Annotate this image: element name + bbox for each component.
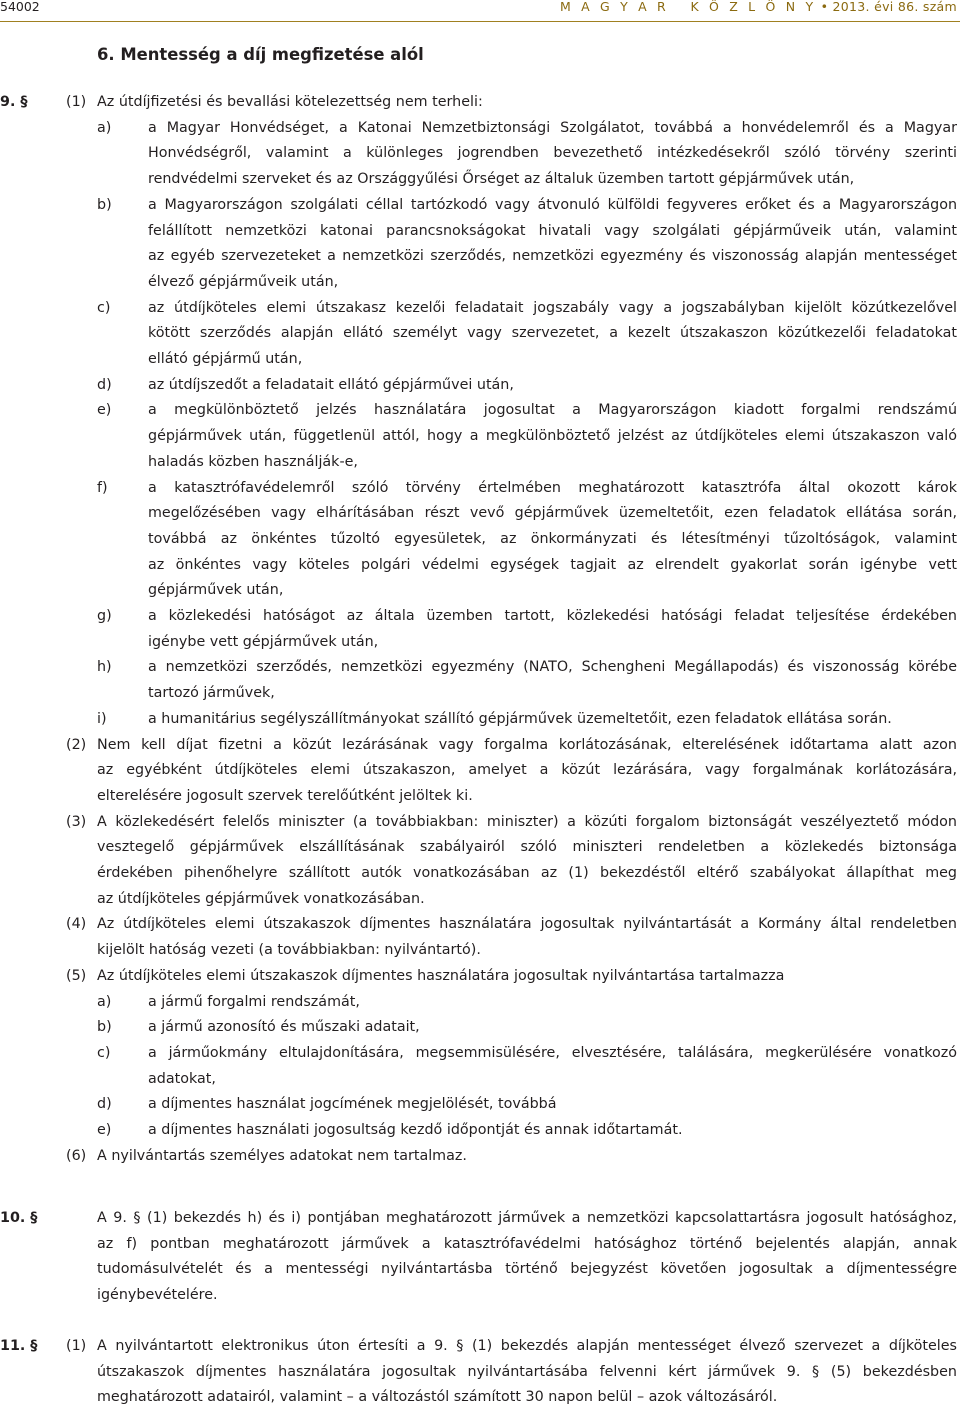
item-text-line: gépjárművek után,	[148, 582, 284, 599]
subsection-text-line: A közlekedésért felelős miniszter (a továbbiakban: miniszter) a közúti forgalom biztonságát veszélyeztető módon	[97, 813, 957, 830]
paragraph-text-line: meghatározott adatairól, valamint – a változástól számított 30 napon belül – azok változásáról.	[97, 1389, 778, 1406]
item-text-line: a megkülönböztető jelzés használatára jogosultat a Magyarországon kiadott forgalmi rendszámú	[148, 402, 957, 419]
page-number: 54002	[0, 0, 40, 14]
subsection-text-line: az egyébként útdíjköteles elemi útszakaszon, amelyet a közút lezárására, vagy forgalmának korlátozására,	[97, 762, 957, 779]
item-text-line: megelőzésében vagy elhárításában részt vevő gépjárművek üzemeltetőit, ezen feladatok ellátása során,	[148, 505, 957, 522]
subsection-number: (1)	[66, 94, 87, 110]
item-text-line: a díjmentes használat jogcímének megjelölését, továbbá	[148, 1096, 557, 1113]
paragraph-text-line: igénybevételére.	[97, 1287, 218, 1304]
item-text-line: élvező gépjárműveik után,	[148, 273, 339, 290]
subsection-text-line: elterelésére jogosult szervek terelőútként jelöltek ki.	[97, 787, 473, 804]
item-text-line: továbbá az önkéntes tűzoltó egyesületek, az önkormányzati és létesítményi tűzoltóságok, valamint	[148, 530, 957, 547]
item-text-line: a nemzetközi szerződés, nemzetközi egyezmény (NATO, Schengheni Megállapodás) és viszonosság körébe	[148, 659, 957, 676]
item-label: e)	[97, 1122, 112, 1138]
journal-name: M A G Y A R K Ö Z L Ö N Y	[559, 0, 817, 14]
item-text-line: haladás közben használják-e,	[148, 453, 358, 470]
item-text-line: a humanitárius segélyszállítmányokat szállító gépjárművek üzemeltetőit, ezen feladatok ellátása során.	[148, 710, 892, 727]
item-text-line: a jármű forgalmi rendszámát,	[148, 993, 360, 1010]
item-text-line: igénybe vett gépjárművek után,	[148, 633, 379, 650]
paragraph-text-line: útszakaszok díjmentes használatára jogosultak nyilvántartásába felvenni kért járművek 9. § (5) bekezdésben	[97, 1363, 957, 1380]
item-label: i)	[97, 710, 107, 727]
subsection-number: (5)	[66, 967, 87, 984]
subsection-text-line: Nem kell díjat fizetni a közút lezárásának vagy forgalma korlátozásának, elterelésének időtartama alatt azon	[97, 736, 957, 753]
item-text-line: tartozó járművek,	[148, 685, 275, 702]
item-label: d)	[97, 376, 112, 393]
running-header	[0, 0, 960, 22]
item-text-line: az önkéntes vagy köteles polgári védelmi egységek tagjait az elrendelt gyakorlat során igénybe vett	[148, 556, 957, 573]
item-text-line: a díjmentes használati jogosultság kezdő időpontját és annak időtartamát.	[148, 1122, 683, 1138]
item-label: a)	[97, 993, 112, 1010]
item-text-line: az útdíjköteles elemi útszakasz kezelői feladatait jogszabály vagy a jogszabályban kijelölt közútkezelővel	[148, 299, 957, 316]
item-label: e)	[97, 402, 112, 419]
item-label: g)	[97, 608, 112, 624]
paragraph-text-line: A nyilvántartott elektronikus úton értesíti a 9. § (1) bekezdés alapján mentességet élvező szervezet a díjköteles	[97, 1338, 957, 1354]
subsection-number: (4)	[66, 916, 87, 933]
item-label: h)	[97, 659, 112, 676]
item-text-line: adatokat,	[148, 1070, 216, 1087]
subsection-text-line: Az útdíjköteles elemi útszakaszok díjmentes használatára jogosultak nyilvántartását a Kormány által rendeletben	[97, 916, 957, 933]
subsection-text-line: kijelölt hatóság vezeti (a továbbiakban: nyilvántartó).	[97, 942, 481, 959]
item-text-line: a katasztrófavédelemről szóló törvény értelmében meghatározott katasztrófa által okozott károk	[148, 479, 957, 496]
item-text-line: a Magyar Honvédséget, a Katonai Nemzetbiztonsági Szolgálatot, továbbá a honvédelemről és a Magyar	[148, 119, 957, 136]
item-label: b)	[97, 196, 112, 213]
paragraph-number: 9. §	[0, 94, 28, 110]
item-label: b)	[97, 1019, 112, 1036]
item-text-line: a közlekedési hatóságot az általa üzemben tartott, közlekedési hatósági feladat teljesítése érdekében	[148, 608, 957, 624]
issue-label: 2013. évi 86. szám	[832, 0, 957, 14]
paragraph-text-line: az f) pontban meghatározott járművek a katasztrófavédelmi hatósághoz történő bejelentés alapján, annak	[97, 1235, 957, 1252]
section-title: 6. Mentesség a díj megfizetése alól	[97, 45, 424, 64]
item-label: d)	[97, 1096, 112, 1113]
journal-title	[560, 0, 957, 14]
subsection-number: (6)	[66, 1147, 87, 1164]
subsection-text: Az útdíjköteles elemi útszakaszok díjmentes használatára jogosultak nyilvántartása tartalmazza	[97, 967, 785, 984]
header-bullet: •	[820, 0, 829, 14]
item-text-line: rendvédelmi szerveket és az Országgyűlési Őrséget az általuk üzemben tartott gépjárművek után,	[148, 171, 855, 188]
subsection-text-line: érdekében pihenőhelyre szállított autók vonatkozásában az (1) bekezdéstől eltérő szabályokat állapíthat meg	[97, 865, 957, 881]
paragraph-text-line: tudomásulvételét és a mentességi nyilvántartásba történő bejegyzést követően jogosultak a díjmentességre	[97, 1261, 957, 1278]
subsection-number: (2)	[66, 736, 87, 753]
paragraph-text-line: A 9. § (1) bekezdés h) és i) pontjában meghatározott járművek a nemzetközi kapcsolattartásra jogosult hatósághoz,	[97, 1210, 957, 1226]
subsection-number: (1)	[66, 1338, 87, 1354]
item-label: c)	[97, 299, 111, 316]
item-text-line: az útdíjszedőt a feladatait ellátó gépjárművei után,	[148, 376, 514, 393]
paragraph-number: 10. §	[0, 1210, 38, 1226]
subsection-text: Az útdíjfizetési és bevallási kötelezettség nem terheli:	[97, 94, 483, 110]
subsection-number: (3)	[66, 813, 87, 830]
header-rule	[0, 21, 960, 22]
item-text-line: kötött szerződés alapján ellátó személyt vagy szervezetet, a kezelt útszakaszon közútkezelői feladatokat	[148, 325, 957, 342]
subsection-text-line: az útdíjköteles gépjárművek vonatkozásában.	[97, 890, 425, 907]
paragraph-number: 11. §	[0, 1338, 38, 1354]
subsection-text-line: vesztegelő gépjárművek elszállításának szabályairól szóló miniszteri rendeletben a közlekedés biztonsága	[97, 839, 957, 856]
item-text-line: a Magyarországon szolgálati céllal tartózkodó vagy átvonuló külföldi fegyveres erőket és a Magyarországon	[148, 196, 957, 213]
item-text-line: felállított nemzetközi katonai parancsnokságokat hivatali vagy szolgálati gépjárműveik után, valamint	[148, 222, 957, 239]
item-text-line: gépjárművek után, függetlenül attól, hogy a megkülönböztető jelzést az útdíjköteles elemi útszakaszon való	[148, 428, 957, 445]
subsection-text-line: A nyilvántartás személyes adatokat nem tartalmaz.	[97, 1147, 467, 1164]
item-text-line: az egyéb szervezeteket a nemzetközi szerződés, nemzetközi egyezmény és viszonosság alapján mentességet	[148, 248, 957, 265]
item-label: a)	[97, 119, 112, 136]
item-text-line: Honvédségről, valamint a különleges jogrendben bevezethető intézkedésekről szóló törvény szerinti	[148, 145, 957, 162]
item-label: c)	[97, 1044, 111, 1061]
item-text-line: ellátó gépjármű után,	[148, 351, 303, 367]
item-text-line: a jármű azonosító és műszaki adatait,	[148, 1019, 420, 1036]
item-label: f)	[97, 479, 108, 496]
item-text-line: a járműokmány eltulajdonítására, megsemmisülésére, elvesztésére, találására, megkerülésére vonatkozó	[148, 1044, 957, 1061]
